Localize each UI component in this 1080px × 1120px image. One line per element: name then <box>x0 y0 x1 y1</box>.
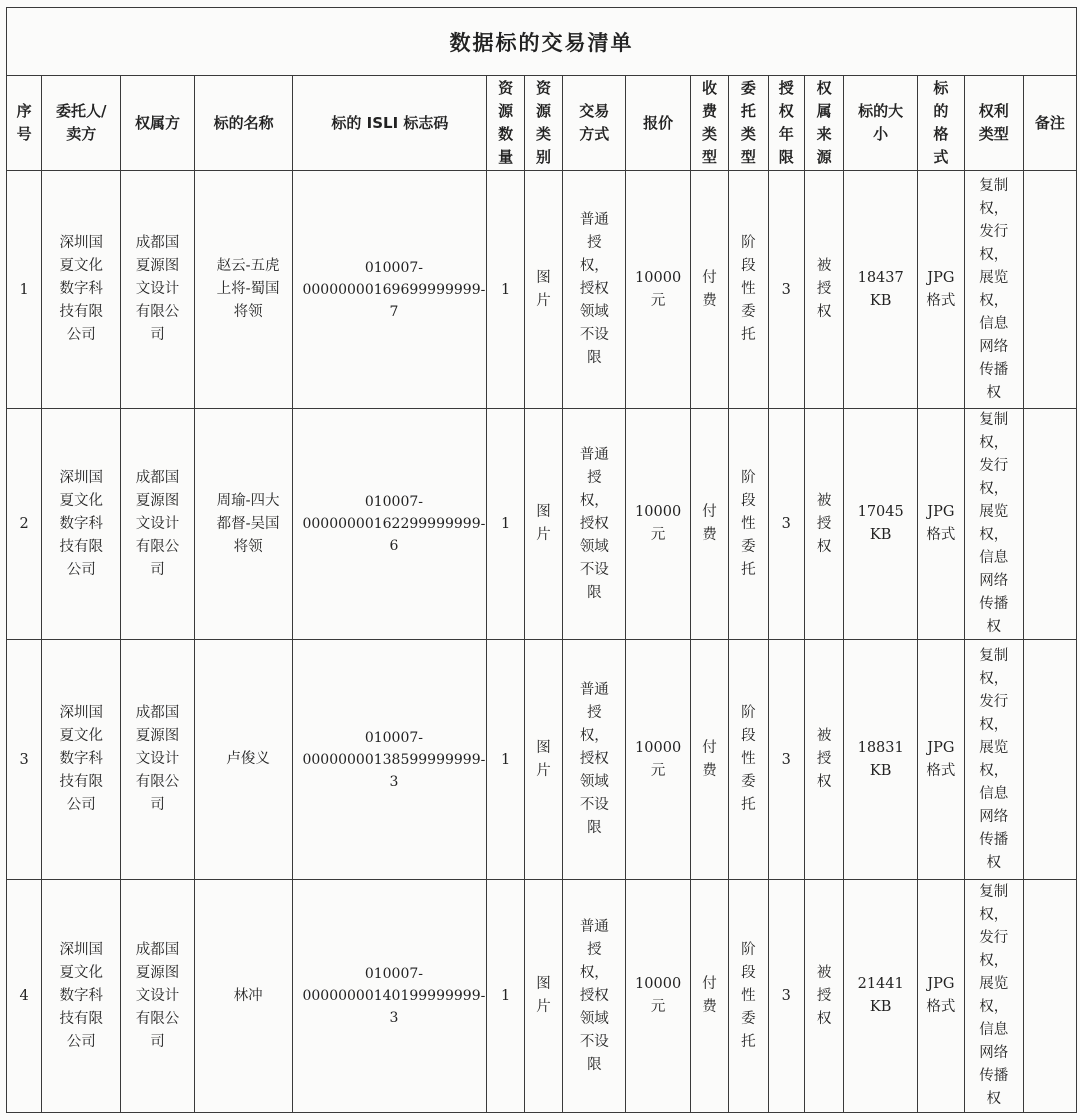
cell-entrust-type: 阶段性委托 <box>729 880 768 1113</box>
cell-rights-type: 复制权，发行权，展览权，信息网络传播权 <box>964 171 1023 409</box>
cell-fee-type: 付费 <box>690 171 728 409</box>
cell-size: 17045KB <box>844 409 918 640</box>
header-format: 标的格式 <box>918 76 965 171</box>
cell-isli-code: 010007-00000000162299999999-6 <box>293 409 487 640</box>
cell-isli-code: 010007-00000000138599999999-3 <box>293 640 487 880</box>
cell-isli-code: 010007-00000000169699999999-7 <box>293 171 487 409</box>
cell-fee-type: 付费 <box>690 640 728 880</box>
table-row <box>7 640 1077 880</box>
cell-rights-type: 复制权，发行权，展览权，信息网络传播权 <box>964 409 1023 640</box>
cell-rights-type: 复制权，发行权，展览权，信息网络传播权 <box>964 880 1023 1113</box>
cell-name: 卢俊义 <box>194 640 293 880</box>
table-row <box>7 880 1077 1113</box>
cell-size: 18437KB <box>844 171 918 409</box>
cell-method: 普通授权，授权领域不设限 <box>563 409 626 640</box>
cell-seq: 1 <box>7 171 42 409</box>
cell-note <box>1023 640 1076 880</box>
cell-owner: 成都国夏源图文设计有限公司 <box>121 640 195 880</box>
cell-fee-type: 付费 <box>690 880 728 1113</box>
cell-license-years: 3 <box>768 640 804 880</box>
cell-license-years: 3 <box>768 171 804 409</box>
cell-isli-code: 010007-00000000140199999999-3 <box>293 880 487 1113</box>
header-resource-type: 资源类别 <box>524 76 562 171</box>
cell-entrust-type: 阶段性委托 <box>729 409 768 640</box>
table-row <box>7 409 1077 640</box>
cell-price: 10000元 <box>626 409 690 640</box>
header-rights-type: 权利类型 <box>964 76 1023 171</box>
cell-price: 10000元 <box>626 171 690 409</box>
cell-name: 赵云-五虎上将-蜀国将领 <box>194 171 293 409</box>
header-price: 报价 <box>626 76 690 171</box>
cell-seller: 深圳国夏文化数字科技有限公司 <box>42 880 121 1113</box>
cell-size: 18831KB <box>844 640 918 880</box>
cell-ownership-source: 被授权 <box>804 171 843 409</box>
cell-name: 周瑜-四大都督-吴国将领 <box>194 409 293 640</box>
cell-entrust-type: 阶段性委托 <box>729 640 768 880</box>
transaction-table <box>6 7 1077 1113</box>
header-name: 标的名称 <box>194 76 293 171</box>
cell-seller: 深圳国夏文化数字科技有限公司 <box>42 409 121 640</box>
cell-license-years: 3 <box>768 409 804 640</box>
cell-resource-type: 图片 <box>524 409 562 640</box>
cell-qty: 1 <box>487 640 524 880</box>
cell-name: 林冲 <box>194 880 293 1113</box>
cell-seq: 2 <box>7 409 42 640</box>
header-row <box>7 76 1077 171</box>
cell-format: JPG格式 <box>918 640 965 880</box>
cell-fee-type: 付费 <box>690 409 728 640</box>
cell-owner: 成都国夏源图文设计有限公司 <box>121 880 195 1113</box>
cell-price: 10000元 <box>626 880 690 1113</box>
cell-seller: 深圳国夏文化数字科技有限公司 <box>42 640 121 880</box>
table-row <box>7 171 1077 409</box>
header-note: 备注 <box>1023 76 1076 171</box>
cell-owner: 成都国夏源图文设计有限公司 <box>121 409 195 640</box>
cell-license-years: 3 <box>768 880 804 1113</box>
cell-resource-type: 图片 <box>524 880 562 1113</box>
cell-method: 普通授权，授权领域不设限 <box>563 640 626 880</box>
cell-seq: 4 <box>7 880 42 1113</box>
cell-note <box>1023 409 1076 640</box>
cell-method: 普通授权，授权领域不设限 <box>563 171 626 409</box>
cell-note <box>1023 171 1076 409</box>
cell-ownership-source: 被授权 <box>804 640 843 880</box>
cell-price: 10000元 <box>626 640 690 880</box>
header-qty: 资源数量 <box>487 76 524 171</box>
cell-owner: 成都国夏源图文设计有限公司 <box>121 171 195 409</box>
header-method: 交易方式 <box>563 76 626 171</box>
cell-seq: 3 <box>7 640 42 880</box>
title-row <box>7 8 1077 76</box>
cell-format: JPG格式 <box>918 409 965 640</box>
header-owner: 权属方 <box>121 76 195 171</box>
cell-ownership-source: 被授权 <box>804 880 843 1113</box>
cell-qty: 1 <box>487 171 524 409</box>
cell-method: 普通授权，授权领域不设限 <box>563 880 626 1113</box>
cell-qty: 1 <box>487 880 524 1113</box>
header-seq: 序号 <box>7 76 42 171</box>
header-fee-type: 收费类型 <box>690 76 728 171</box>
header-isli: 标的 ISLI 标志码 <box>293 76 487 171</box>
header-ownership-source: 权属来源 <box>804 76 843 171</box>
document-title: 数据标的交易清单 <box>7 8 1077 76</box>
cell-qty: 1 <box>487 409 524 640</box>
cell-size: 21441KB <box>844 880 918 1113</box>
header-size: 标的大小 <box>844 76 918 171</box>
cell-format: JPG格式 <box>918 171 965 409</box>
header-entrust-type: 委托类型 <box>729 76 768 171</box>
header-seller: 委托人/卖方 <box>42 76 121 171</box>
cell-resource-type: 图片 <box>524 640 562 880</box>
cell-entrust-type: 阶段性委托 <box>729 171 768 409</box>
cell-format: JPG格式 <box>918 880 965 1113</box>
cell-resource-type: 图片 <box>524 171 562 409</box>
cell-seller: 深圳国夏文化数字科技有限公司 <box>42 171 121 409</box>
cell-rights-type: 复制权，发行权，展览权，信息网络传播权 <box>964 640 1023 880</box>
cell-note <box>1023 880 1076 1113</box>
cell-ownership-source: 被授权 <box>804 409 843 640</box>
header-license-years: 授权年限 <box>768 76 804 171</box>
